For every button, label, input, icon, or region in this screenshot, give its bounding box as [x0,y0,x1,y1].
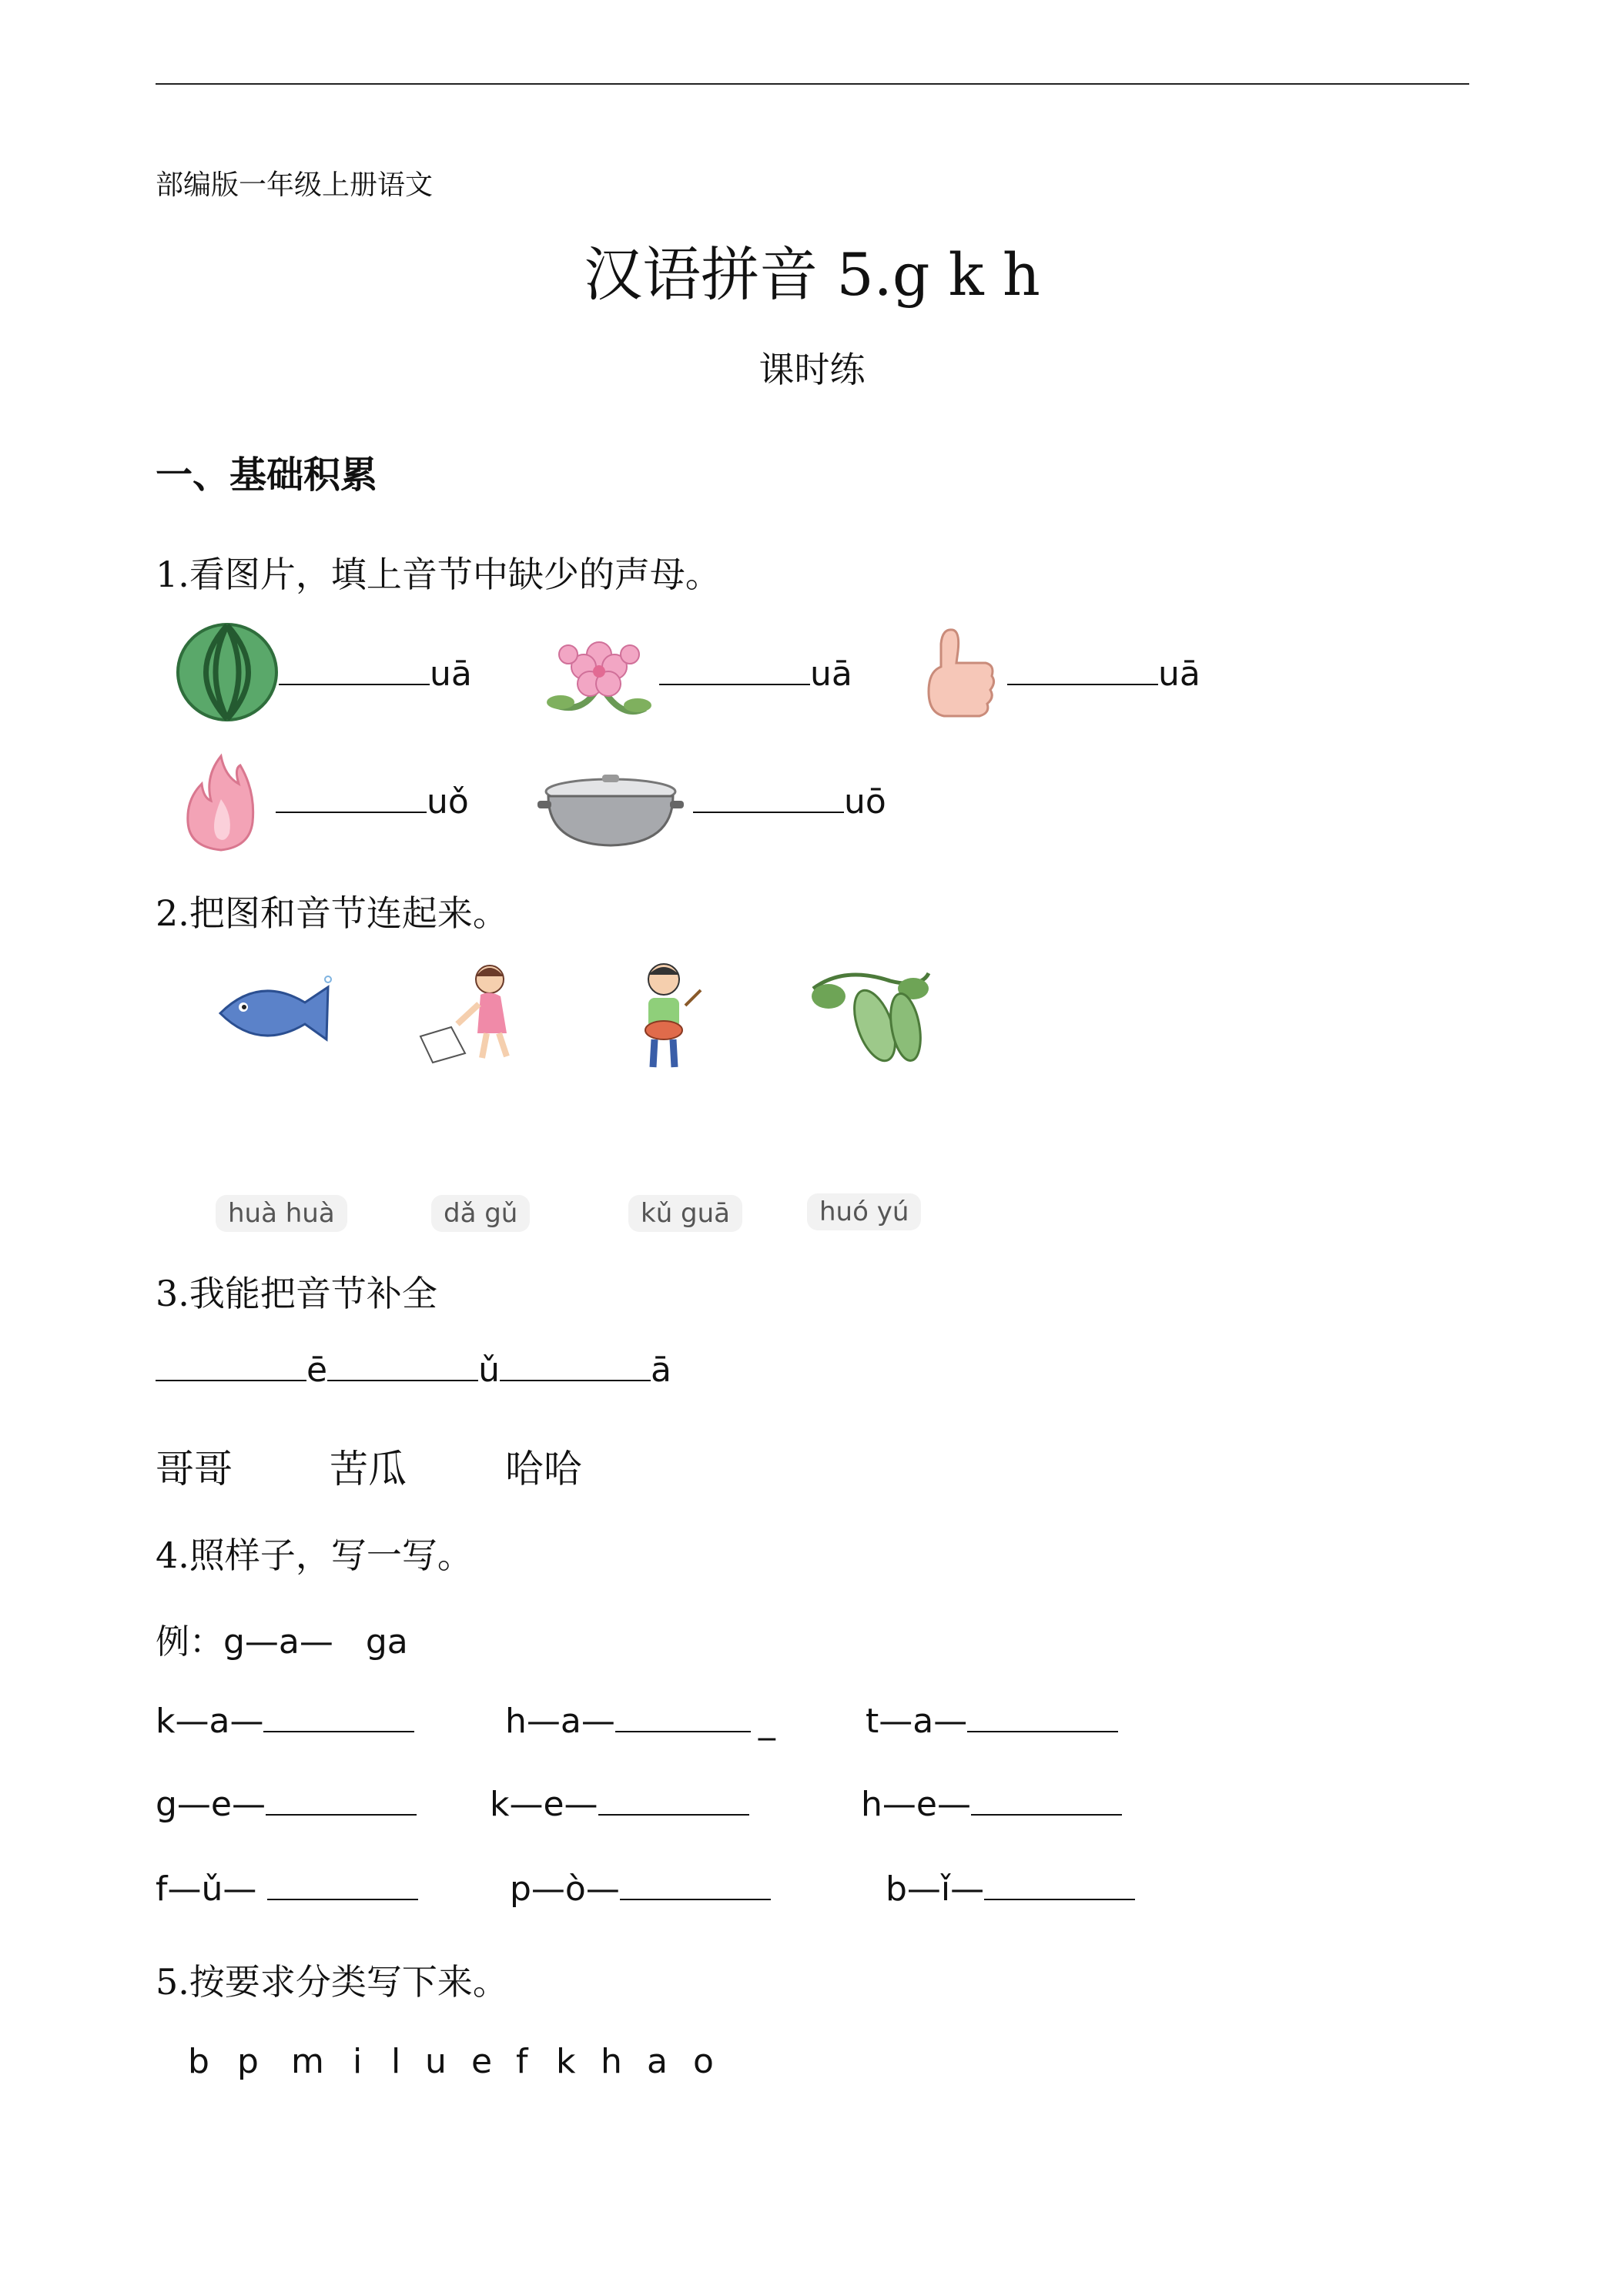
question-1-prompt: 1.看图片，填上音节中缺少的声母。 [156,554,721,595]
answer-blank[interactable] [327,1380,478,1381]
syllable-final: ǔ [478,1350,500,1390]
thumbs-up-icon [918,621,1003,728]
exercise-prompt: g—e— [156,1785,266,1824]
letter: e [471,2042,493,2081]
answer-blank[interactable] [156,1380,306,1381]
answer-blank[interactable] [598,1814,749,1816]
exercise-row-3-col-1 [156,1869,418,1909]
syllable-label-3[interactable]: kǔ guā [628,1195,742,1232]
syllable-label-1[interactable]: huà huà [216,1195,347,1232]
syllable-suffix: uā [1158,654,1200,694]
question-3-prompt: 3.我能把音节补全 [156,1273,437,1314]
answer-blank[interactable] [266,1814,417,1816]
exercise-prompt: h—e— [861,1785,971,1824]
pot-icon [537,770,684,855]
fill-item-3 [1007,654,1200,694]
exercise-row-2-col-2 [490,1785,749,1824]
answer-blank[interactable] [276,812,427,813]
letter: h [601,2042,622,2081]
answer-blank[interactable] [620,1899,771,1900]
answer-blank[interactable] [279,684,430,685]
watermelon-icon [173,622,281,722]
subject-label: 部编版一年级上册语文 [156,169,434,201]
exercise-prompt: k—a— [156,1702,264,1741]
answer-blank[interactable] [967,1731,1118,1732]
exercise-row-2-col-3 [861,1785,1122,1824]
letter: u [425,2042,447,2081]
letter: m [291,2042,324,2081]
syllable-label-2[interactable]: dǎ gǔ [431,1195,530,1232]
exercise-prompt: f—ǔ— [156,1869,257,1909]
exercise-row-1-col-2 [505,1702,775,1741]
page-title: 汉语拼音 5.g k h [584,240,1040,309]
fill-item-4 [276,782,469,822]
exercise-prompt: b—ǐ— [886,1869,985,1909]
syllable-final: ē [306,1350,328,1390]
example-line: 例：g—a— ga [156,1622,408,1662]
syllable-label-4[interactable]: huó yú [807,1193,921,1230]
letter: l [391,2042,401,2081]
answer-blank[interactable] [615,1731,751,1732]
syllable-final: ā [650,1350,671,1390]
fill-item-5 [693,782,886,822]
exercise-prompt: t—a— [866,1702,968,1741]
question-2-prompt: 2.把图和音节连起来。 [156,892,508,934]
word-3: 哈哈 [505,1447,582,1491]
answer-blank[interactable] [971,1814,1122,1816]
syllable-completion-row [156,1350,671,1390]
question-4-prompt: 4.照样子，写一写。 [156,1535,473,1576]
flower-icon [537,631,661,724]
exercise-prompt: p—ò— [510,1869,620,1909]
syllable-suffix: uā [810,654,852,694]
fire-icon [179,753,263,853]
letter: f [516,2042,528,2081]
fish-icon [213,972,336,1056]
drawing-girl-icon [413,959,528,1067]
letter: o [693,2042,714,2081]
header-rule [156,83,1469,85]
answer-blank[interactable] [659,684,810,685]
answer-blank[interactable] [263,1731,414,1732]
bitter-melon-icon [798,966,936,1066]
exercise-prompt: k—e— [490,1785,598,1824]
exercise-row-1-col-3 [866,1702,1118,1741]
answer-blank[interactable] [984,1899,1135,1900]
exercise-row-3-col-2 [510,1869,771,1909]
exercise-row-1-col-1 [156,1702,414,1741]
answer-blank[interactable] [1007,684,1158,685]
syllable-suffix: uā [430,654,472,694]
letter: a [647,2042,668,2081]
exercise-prompt: h—a— [505,1702,615,1741]
section-heading: 一、基础积累 [156,454,378,497]
question-5-prompt: 5.按要求分类写下来。 [156,1961,508,2003]
answer-blank[interactable] [267,1899,418,1900]
exercise-row-3-col-3 [886,1869,1135,1909]
letter: k [556,2042,576,2081]
syllable-suffix: uǒ [427,782,469,822]
answer-blank[interactable] [500,1380,651,1381]
word-2: 苦瓜 [330,1447,407,1491]
page-subtitle: 课时练 [758,349,866,390]
letter-list [188,2042,724,2081]
answer-blank[interactable] [693,812,844,813]
drumming-boy-icon [624,959,708,1075]
fill-item-1 [279,654,472,694]
exercise-row-2-col-1 [156,1785,417,1824]
letter: i [353,2042,363,2081]
letter: p [237,2042,259,2081]
letter: b [188,2042,209,2081]
syllable-suffix: uō [844,782,886,822]
word-1: 哥哥 [156,1447,233,1491]
fill-item-2 [659,654,852,694]
stray-underscore: _ [758,1702,775,1741]
